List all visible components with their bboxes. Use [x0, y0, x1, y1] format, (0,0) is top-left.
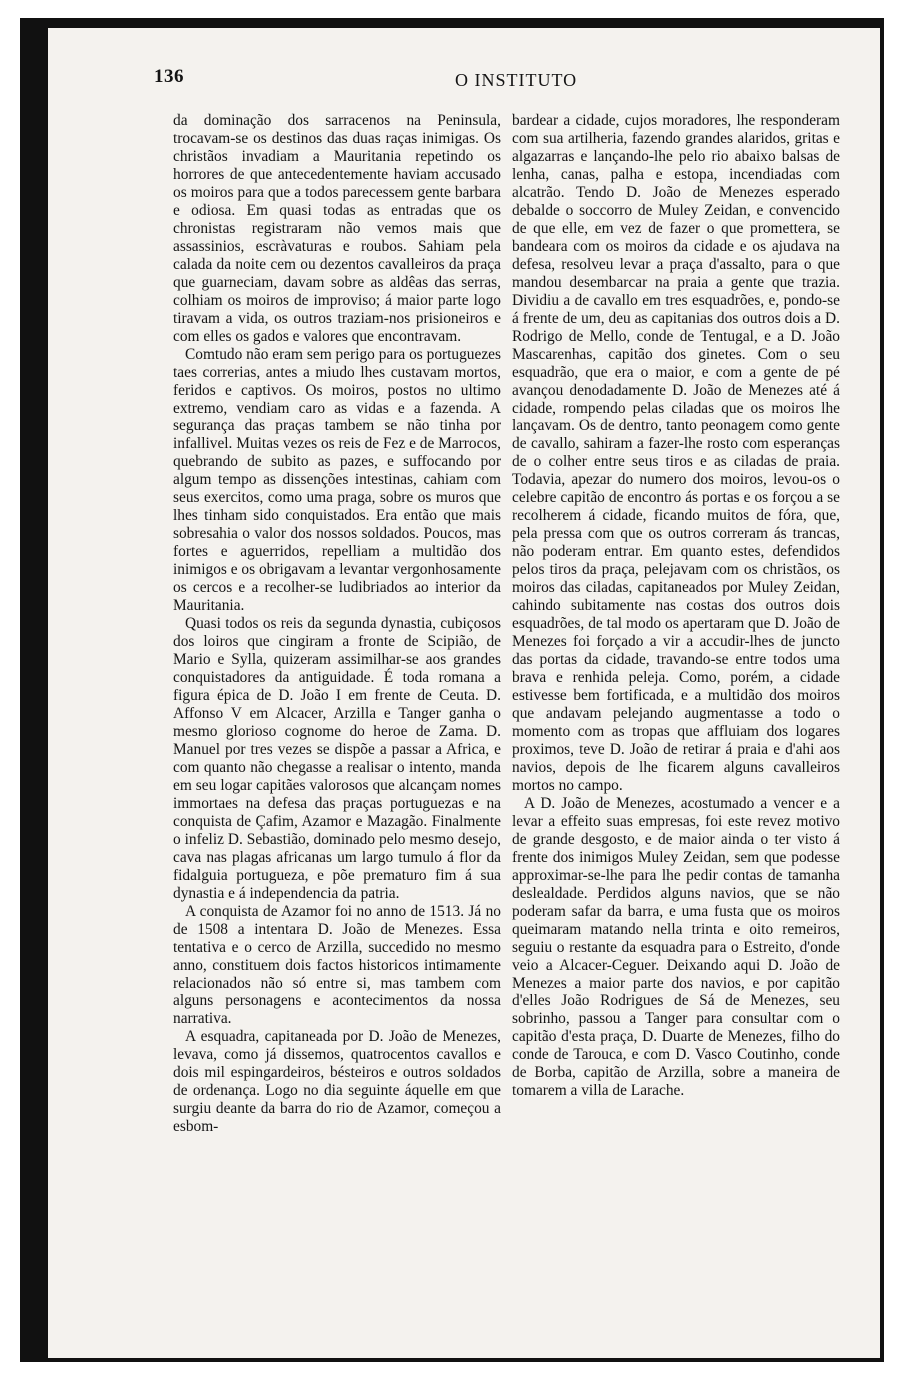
paragraph: Comtudo não eram sem perigo para os portuguezes taes correrias, antes a miudo lhes custavam mortos, feridos e captivos. Os moiros, postos no ultimo extremo, vendiam caro as vidas e a fazenda. A segurança das praças tambem se não tinha por infallivel. Muitas vezes os reis de Fez e de Marrocos, quebrando de subito as pazes, e suffocando por algum tempo as dissenções intestinas, cahiam com seus exercitos, como uma praga, sobre os muros que lhes tinham sido conquistados. Era então que mais sobresahia o valor dos nossos soldados. Poucos, mas fortes e aguerridos, repelliam a multidão dos inimigos e os obrigavam a levantar vergonhosamente os cercos e a recolher-se ludibriados ao interior da Mauritania.: [173, 345, 501, 615]
page-number: 136: [154, 66, 184, 87]
paragraph: A conquista de Azamor foi no anno de 1513. Já no de 1508 a intentara D. João de Menezes. Essa tentativa e o cerco de Arzilla, succedido no mesmo anno, constituem dois factos historicos intimamente relacionados não só entre si, mas tambem com alguns personagens e acontecimentos da nossa narrativa.: [173, 902, 501, 1028]
paragraph: A D. João de Menezes, acostumado a vencer e a levar a effeito suas empresas, foi este revez motivo de grande desgosto, e de maior ainda o ter visto á frente dos inimigos Muley Zeidan, sem que podesse approximar-se-lhe para lhe pedir contas de tamanha deslealdade. Perdidos alguns navios, que se não poderam safar da barra, e uma fusta que os moiros queimaram matando nella trinta e oito remeiros, seguiu o restante da esquadra para o Estreito, d'onde veio a Alcacer-Ceguer. Deixando aqui D. João de Menezes a maior parte dos navios, e por capitão d'elles João Rodrigues de Sá de Menezes, seu sobrinho, passou a Tanger para consultar com o capitão d'esta praça, D. Duarte de Menezes, filho do conde de Tarouca, e com D. Vasco Coutinho, conde de Borba, capitão de Arzilla, sobre a maneira de tomarem a villa de Larache.: [512, 794, 840, 1100]
paragraph: da dominação dos sarracenos na Peninsula, trocavam-se os destinos das duas raças inimigas. Os christãos invadiam a Mauritania repetindo os horrores de que antecedentemente haviam accusado os moiros para que a todos parecessem gente barbara e odiosa. Em quasi todas as entradas que os chronistas registraram não vemos mais que assassinios, escràvaturas e roubos. Sahiam pela calada da noite cem ou dezentos cavalleiros da praça que guarneciam, davam sobre as aldêas das serras, colhiam os moiros de improviso; á maior parte logo tiravam a vida, os outros traziam-nos prisioneiros e com elles os gados e valores que encontravam.: [173, 112, 501, 345]
running-head: O INSTITUTO: [455, 70, 578, 90]
paragraph: A esquadra, capitaneada por D. João de Menezes, levava, como já dissemos, quatrocentos cavallos e dois mil espingardeiros, bésteiros e outros soldados de ordenança. Logo no dia seguinte áquelle em que surgiu deante da barra do rio de Azamor, começou a esbom-: [173, 1028, 501, 1136]
paragraph: bardear a cidade, cujos moradores, lhe responderam com sua artilheria, fazendo grandes alaridos, gritas e algazarras e lançando-lhe pelo rio abaixo balsas de lenha, canas, palha e estopa, incendiadas com alcatrão. Tendo D. João de Menezes esperado debalde o soccorro de Muley Zeidan, e convencido de que elle, em vez de fazer o que promettera, se bandeara com os moiros da cidade e os ajudava na defesa, resolveu levar a praça d'assalto, para o que mandou desembarcar na praia a gente que trazia. Dividiu a de cavallo em tres esquadrões, e, pondo-se á frente de um, deu as capitanias dos outros dois a D. Rodrigo de Mello, conde de Tentugal, e a D. João Mascarenhas, capitão dos ginetes. Com o seu esquadrão, que era o maior, e com a gente de pé avançou denodadamente D. João de Menezes até á cidade, rompendo pelas ciladas que os moiros lhe lançavam. Os de dentro, tanto peonagem como gente de cavallo, sahiram a fazer-lhe rosto com esperanças de o colher entre seus tiros e as ciladas de praia. Todavia, apezar do numero dos moiros, levou-os o celebre capitão de encontro ás portas e os forçou a se recolherem á cidade, ficando muitos de fóra, que, pela pressa com que os outros correram ás trancas, não poderam entrar. Em quanto estes, defendidos pelos tiros da praça, pelejavam com os christãos, os moiros das ciladas, capitaneados por Muley Zeidan, cahindo subitamente nas costas dos outros dois esquadrões, de tal modo os apertaram que D. João de Menezes foi forçado a vir a accudir-lhes de juncto das portas da cidade, travando-se entre todos uma brava e renhida peleja. Como, porém, a cidade estivesse bem fortificada, e a multidão dos moiros que andavam pelejando augmentasse a todo o momento com as tropas que affluiam dos logares proximos, teve D. João de retirar á praia e d'ahi aos navios, depois de lhe ficarem alguns cavalleiros mortos no campo.: [512, 112, 840, 794]
left-column: [173, 112, 501, 1136]
paragraph: Quasi todos os reis da segunda dynastia, cubiçosos dos loiros que cingiram a fronte de Scipião, de Mario e Sylla, quizeram assimilhar-se aos grandes conquistadores da antiguidade. É toda romana a figura épica de D. João I em frente de Ceuta. D. Affonso V em Alcacer, Arzilla e Tanger ganha o mesmo glorioso cognome do heroe de Zama. D. Manuel por tres vezes se dispõe a passar a Africa, e com quanto não chegasse a realisar o intento, manda em seu logar capitães valorosos que alcançam nomes immortaes na defesa das praças portuguezas e na conquista de Çafim, Azamor e Mazagão. Finalmente o infeliz D. Sebastião, dominado pelo mesmo desejo, cava nas plagas africanas um largo tumulo á flor da fidalguia portugueza, e põe prematuro fim á sua dynastia e á independencia da patria.: [173, 615, 501, 902]
right-column: [512, 112, 840, 1100]
